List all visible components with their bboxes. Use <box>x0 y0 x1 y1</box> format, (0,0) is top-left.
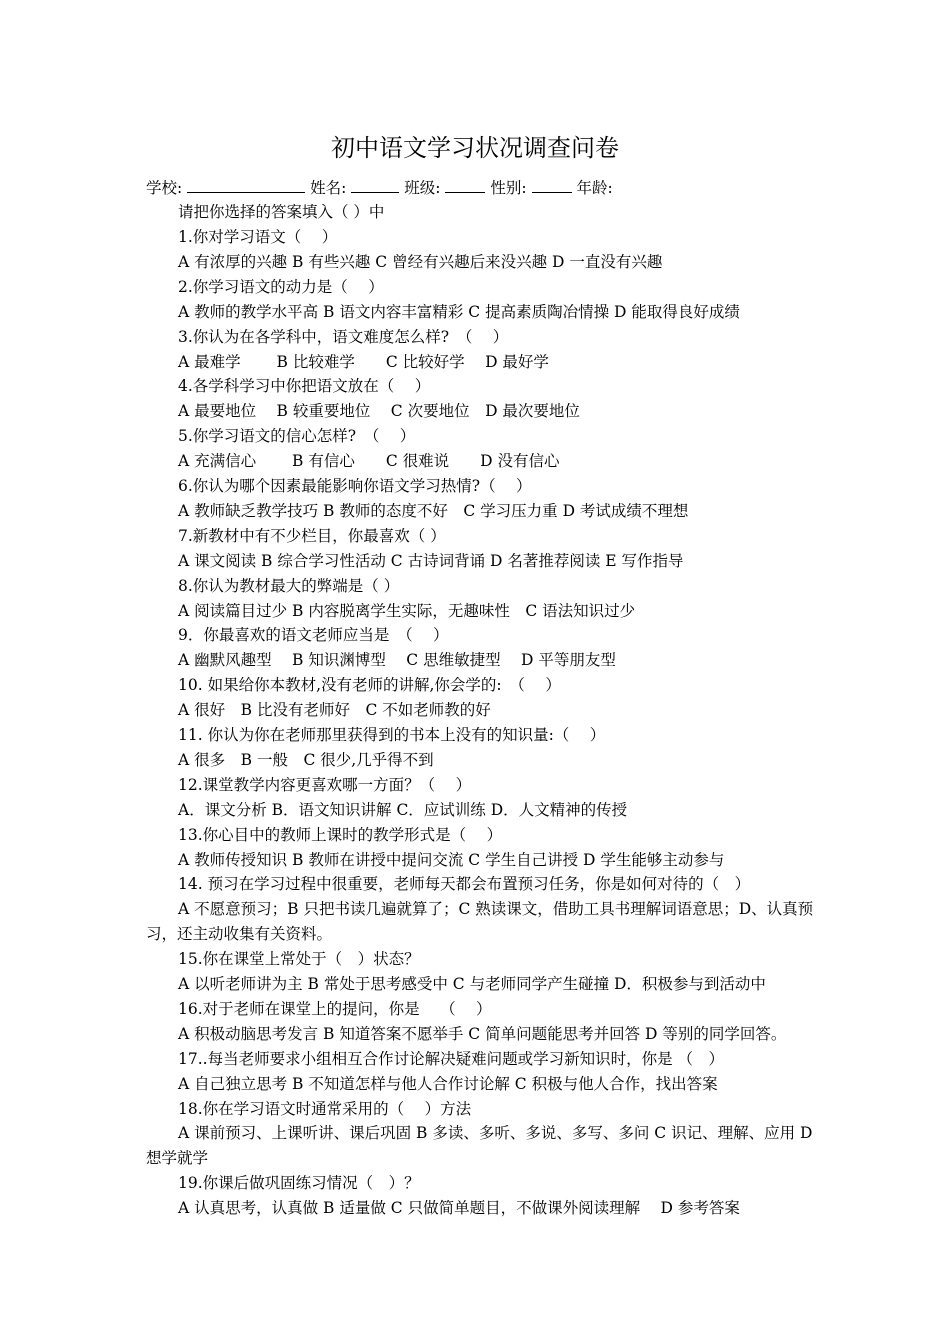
answer-options: A 很好 B 比没有老师好 C 不如老师教的好 <box>178 701 491 720</box>
question-text: 8.你认为教材最大的弊端是（ ） <box>178 576 400 595</box>
question-text: 2.你学习语文的动力是（ ） <box>178 277 384 296</box>
answer-options: A 很多 B 一般 C 很少,几乎得不到 <box>178 750 434 769</box>
answer-options: A．课文分析 B．语文知识讲解 C．应试训练 D．人文精神的传授 <box>178 800 628 819</box>
answer-options: A 课前预习、上课听讲、课后巩固 B 多读、多听、多说、多写、多问 C 识记、理解、应用 D 想学就学 <box>146 1124 813 1168</box>
instruction-text: 请把你选择的答案填入（ ）中 <box>178 203 385 221</box>
answer-options: A 幽默风趣型 B 知识渊博型 C 思维敏捷型 D 平等朋友型 <box>178 651 616 670</box>
question-text: 12.课堂教学内容更喜欢哪一方面？（ ） <box>178 775 472 794</box>
question-text: 1.你对学习语文（ ） <box>178 228 338 246</box>
question-text: 4.各学科学习中你把语文放在（ ） <box>178 377 431 396</box>
school-blank[interactable] <box>187 178 305 193</box>
question-text: 13.你心目中的教师上课时的教学形式是（ ） <box>178 825 503 844</box>
page-title: 初中语文学习状况调查问卷 <box>331 134 619 162</box>
answer-options: A 教师传授知识 B 教师在讲授中提问交流 C 学生自己讲授 D 学生能够主动参与 <box>178 850 725 869</box>
answer-options: A 认真思考，认真做 B 适量做 C 只做简单题目，不做课外阅读理解 D 参考答案 <box>178 1199 740 1218</box>
answer-options: A 最难学 B 比较难学 C 比较好学 D 最好学 <box>178 352 549 371</box>
answer-options: A 自己独立思考 B 不知道怎样与他人合作讨论解 C 积极与他人合作，找出答案 <box>178 1074 718 1093</box>
question-text: 9．你最喜欢的语文老师应当是 （ ） <box>178 626 449 645</box>
question-text: 17..每当老师要求小组相互合作讨论解决疑难问题或学习新知识时，你是 （ ） <box>178 1049 725 1068</box>
answer-options: A 阅读篇目过少 B 内容脱离学生实际，无趣味性 C 语法知识过少 <box>178 601 636 620</box>
answer-options: A 充满信心 B 有信心 C 很难说 D 没有信心 <box>178 452 560 471</box>
answer-options: A 积极动脑思考发言 B 知道答案不愿举手 C 简单问题能思考并回答 D 等别的同学回答。 <box>178 1024 787 1043</box>
answer-options: A 有浓厚的兴趣 B 有些兴趣 C 曾经有兴趣后来没兴趣 D 一直没有兴趣 <box>178 252 663 271</box>
school-label: 学校: <box>146 179 183 197</box>
question-text: 19.你课后做巩固练习情况（ ）？ <box>178 1174 420 1193</box>
age-label: 年龄: <box>576 179 613 197</box>
question-text: 6.你认为哪个因素最能影响你语文学习热情?（ ） <box>178 477 532 495</box>
name-blank[interactable] <box>351 178 399 193</box>
question-text: 11. 你认为你在老师那里获得到的书本上没有的知识量:（ ） <box>178 726 606 744</box>
answer-options: A 教师缺乏教学技巧 B 教师的态度不好 C 学习压力重 D 考试成绩不理想 <box>178 501 689 520</box>
answer-options: A 教师的教学水平高 B 语文内容丰富精彩 C 提高素质陶冶情操 D 能取得良好成绩 <box>178 302 740 321</box>
gender-blank[interactable] <box>532 178 572 193</box>
question-text: 10. 如果给你本教材,没有老师的讲解,你会学的: （ ） <box>178 676 561 695</box>
answer-options: A 课文阅读 B 综合学习性活动 C 古诗词背诵 D 名著推荐阅读 E 写作指导 <box>178 551 684 570</box>
answer-options: A 不愿意预习；B 只把书读几遍就算了；C 熟读课文，借助工具书理解词语意思；D、认真预习，还主动收集有关资料。 <box>146 900 814 944</box>
gender-label: 性别: <box>490 179 527 197</box>
question-text: 5.你学习语文的信心怎样? （ ） <box>178 427 416 446</box>
question-text: 3.你认为在各学科中，语文难度怎么样? （ ） <box>178 327 509 346</box>
answer-options: A 以听老师讲为主 B 常处于思考感受中 C 与老师同学产生碰撞 D．积极参与到活动中 <box>178 975 766 993</box>
question-text: 16.对于老师在课堂上的提问，你是 （ ） <box>178 999 492 1018</box>
name-label: 姓名: <box>310 179 347 197</box>
question-text: 14. 预习在学习过程中很重要，老师每天都会布置预习任务，你是如何对待的（ ） <box>178 875 751 894</box>
class-label: 班级: <box>404 179 441 197</box>
info-form-line <box>146 176 818 201</box>
class-blank[interactable] <box>445 178 485 193</box>
answer-options: A 最要地位 B 较重要地位 C 次要地位 D 最次要地位 <box>178 402 580 421</box>
question-text: 15.你在课堂上常处于（ ）状态？ <box>178 950 420 969</box>
question-text: 7.新教材中有不少栏目，你最喜欢（ ） <box>178 526 446 545</box>
question-text: 18.你在学习语文时通常采用的（ ）方法 <box>178 1099 472 1118</box>
